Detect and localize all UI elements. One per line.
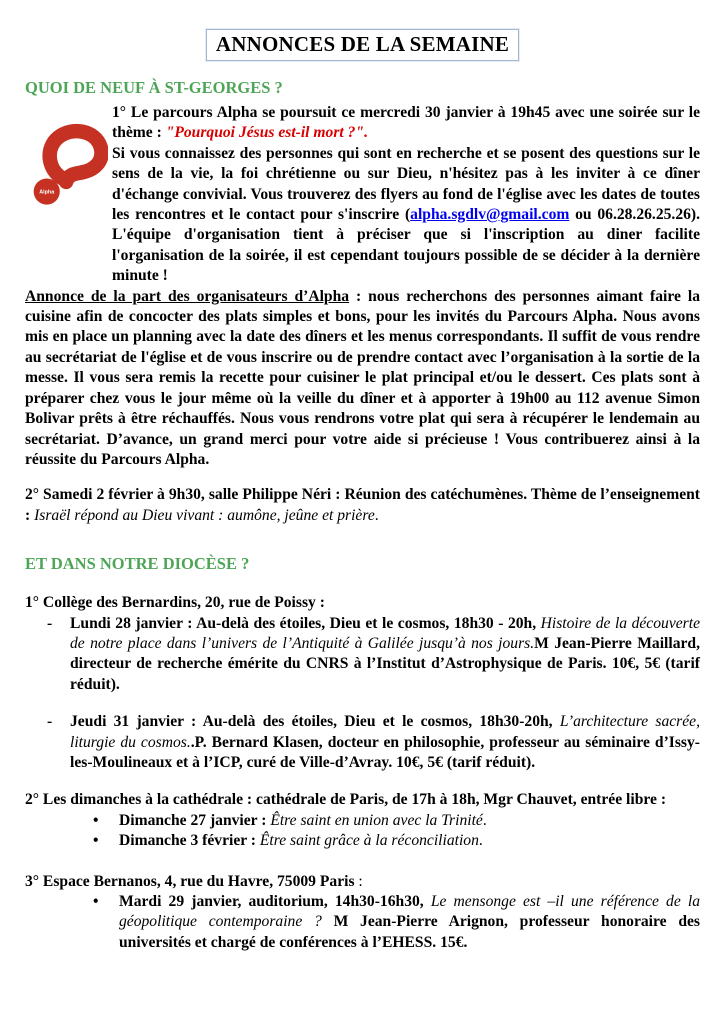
list-item-text bbox=[70, 712, 700, 773]
text-run: 1° Collège des Bernardins, 20, rue de Poissy : bbox=[25, 594, 325, 612]
alpha-question-mark-icon bbox=[30, 116, 108, 208]
para-invitation-diner bbox=[112, 144, 700, 287]
text-run: 3° Espace Bernanos, 4, rue du Havre, 75009 Paris bbox=[25, 872, 355, 890]
text-run: L’architecture sacrée, liturgie du cosmos. bbox=[70, 713, 700, 751]
text-run: M Jean-Pierre Arignon, professeur honoraire des universités et chargé de conférences à l’EHESS. 15€. bbox=[119, 913, 700, 951]
entry-bernanos-heading bbox=[25, 872, 700, 892]
text-run: Lundi 28 janvier : Au-delà des étoiles, Dieu et le cosmos, 18h30 - 20h, bbox=[70, 614, 541, 632]
heading-diocese: ET DANS NOTRE DIOCÈSE ? bbox=[25, 554, 250, 574]
text-run: Histoire de la découverte de notre place dans l’univers de l’Antiquité à Galilée jusqu’à nos jours. bbox=[70, 614, 700, 652]
text-run: 2° Les dimanches à la cathédrale : cathédrale de Paris, de 17h à 18h, Mgr Chauvet, entrée libre : bbox=[25, 791, 667, 809]
text-run: . bbox=[374, 506, 379, 524]
text-run: M Jean-Pierre Maillard, directeur de recherche émérite du CNRS à l’Institut d’Astrophysique de Paris. 10€, 5€ (tarif réduit). bbox=[70, 634, 700, 693]
page-title: ANNONCES DE LA SEMAINE bbox=[206, 29, 519, 61]
text-run: 1° Le parcours Alpha se poursuit ce mercredi 30 janvier à 19h45 avec une soirée sur le thème : bbox=[112, 104, 700, 142]
title-wrap bbox=[25, 29, 700, 61]
heading-st-georges: QUOI DE NEUF À ST-GEORGES ? bbox=[25, 78, 283, 97]
text-run: . bbox=[478, 832, 483, 850]
dash-bullet-icon: - bbox=[47, 614, 53, 632]
list-item-text bbox=[119, 892, 700, 953]
question-mark-hook bbox=[50, 131, 102, 182]
list-item-text bbox=[70, 614, 700, 696]
list-item-mardi-29-janvier bbox=[93, 892, 700, 953]
text-run: Annonce de la part des organisateurs d’Alpha bbox=[25, 287, 350, 305]
section-st-georges bbox=[25, 103, 700, 287]
text-run: . bbox=[482, 811, 487, 829]
text-run: "Pourquoi Jésus est-il mort ?". bbox=[165, 124, 368, 142]
list-item-text bbox=[119, 811, 700, 831]
dash-bullet-icon: - bbox=[47, 713, 53, 731]
text-run: Dimanche 3 février : bbox=[119, 832, 260, 850]
text-run: .P. Bernard Klasen, docteur en philosophie, professeur au séminaire d’Issy-les-Moulineaux et à l’ICP, curé de Ville-d’Avray. 10€, 5€ (tarif réduit). bbox=[70, 733, 700, 771]
alpha-logo-label: Alpha bbox=[39, 189, 55, 196]
list-item-lundi-28-janvier bbox=[47, 614, 700, 696]
text-run: Le mensonge est –il une référence de la géopolitique contemporaine ? bbox=[119, 893, 701, 931]
text-run: 2° Samedi 2 février à 9h30, salle Philippe Néri : Réunion des catéchumènes. Thème de l’enseignement : bbox=[25, 486, 700, 524]
dot-bullet-icon: • bbox=[93, 832, 99, 850]
list-item-dimanche-3-fevrier bbox=[93, 831, 700, 851]
email-link[interactable]: alpha.sgdlv@gmail.com bbox=[410, 206, 570, 224]
text-run: Être saint grâce à la réconciliation bbox=[259, 832, 479, 850]
text-run: Mardi 29 janvier, auditorium, 14h30-16h30, bbox=[119, 893, 431, 910]
text-run: Si vous connaissez des personnes qui sont en recherche et se posent des questions sur le sens de la vie, la foi chrétienne ou sur Dieu, n'hésitez pas à les inviter à ce dîner d'échange convivial. Vous trouverez des flyers au fond de l'église avec les dates de toutes les rencontres et le contact pour s'inscrire ( bbox=[112, 144, 700, 224]
list-item-text bbox=[119, 831, 700, 851]
text-run: Israël répond au Dieu vivant : aumône, jeûne et prière bbox=[34, 506, 375, 524]
text-run: : bbox=[354, 872, 363, 890]
st-georges-indented-text bbox=[112, 103, 700, 287]
text-run: ou 06.28.26.25.26). L'équipe d'organisation tient à préciser que si l'inscription au diner facilite l'organisation de la soirée, il est cependant toujours possible de se décider à la dernière minute ! bbox=[112, 206, 701, 285]
text-run: Dimanche 27 janvier : bbox=[119, 811, 271, 829]
dot-bullet-icon: • bbox=[93, 811, 99, 829]
para-parcours-alpha bbox=[112, 103, 700, 144]
para-reunion-catechumenes bbox=[25, 485, 700, 526]
text-run: Jeudi 31 janvier : Au-delà des étoiles, Dieu et le cosmos, 18h30-20h, bbox=[70, 713, 560, 731]
list-item-jeudi-31-janvier bbox=[47, 712, 700, 773]
dot-bullet-icon: • bbox=[93, 893, 99, 910]
text-run: Être saint en union avec la Trinité bbox=[270, 811, 483, 829]
para-annonce-organisateurs bbox=[25, 287, 700, 471]
text-run: : nous recherchons des personnes aimant faire la cuisine afin de concocter des plats simples et bons, pour les invités du Parcours Alpha. Nous avons mis en place un planning avec la date des dîners et les menus correspondants. Il suffit de vous rendre au secrétariat de l'église et de vous inscrire ou de prendre contact avec l’organisation à la sortie de la messe. Il vous sera remis la recette pour cuisiner le plat principal et/ou le dessert. Ces plats sont à préparer chez vous le jour même où la veille du dîner et à apporter à 19h00 au 112 avenue Simon Bolivar prêts à être réchauffés. Nous vous rendrons votre plat qui sera à récupérer le lendemain au secrétariat. D’avance, un grand merci pour votre aide si précieuse ! Vous contribuerez ainsi à la réussite du Parcours Alpha. bbox=[25, 287, 700, 468]
section-diocese bbox=[25, 593, 700, 953]
entry-bernardins-heading bbox=[25, 593, 700, 613]
entry-cathedrale-heading bbox=[25, 790, 700, 810]
list-item-dimanche-27-janvier bbox=[93, 811, 700, 831]
